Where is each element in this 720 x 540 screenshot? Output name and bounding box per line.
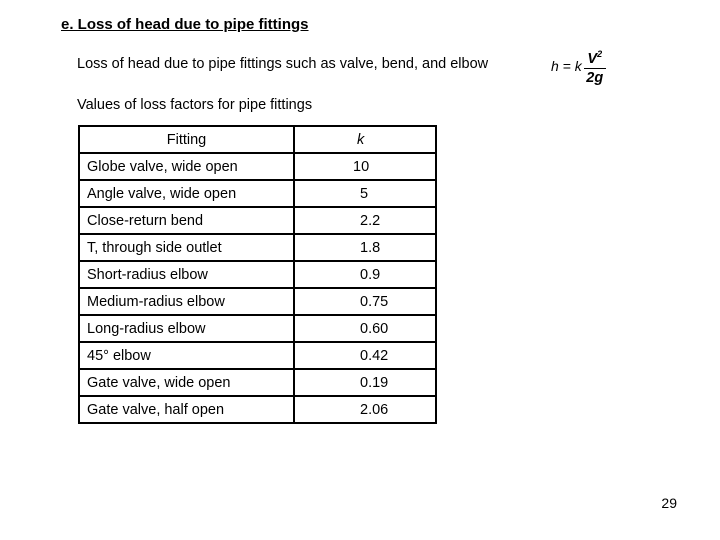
table-caption: Values of loss factors for pipe fittings <box>77 97 313 113</box>
fitting-name: Close-return bend <box>79 207 294 234</box>
loss-factor: 10 <box>294 153 436 180</box>
fitting-name: Angle valve, wide open <box>79 180 294 207</box>
fitting-name: Short-radius elbow <box>79 261 294 288</box>
loss-factor: 0.9 <box>294 261 436 288</box>
table-row <box>79 315 436 342</box>
table-row <box>79 180 436 207</box>
formula-numerator: $V^2$ <box>587 49 603 67</box>
table-row <box>79 207 436 234</box>
loss-factor: 0.42 <box>294 342 436 369</box>
loss-factor-table <box>78 125 437 424</box>
fitting-name: T, through side outlet <box>79 234 294 261</box>
formula-fraction <box>584 46 606 86</box>
header-fitting: Fitting <box>79 126 294 153</box>
section-heading: e. Loss of head due to pipe fittings <box>61 16 309 33</box>
table-row <box>79 153 436 180</box>
fitting-name: Gate valve, wide open <box>79 369 294 396</box>
loss-factor: 0.75 <box>294 288 436 315</box>
fitting-name: Gate valve, half open <box>79 396 294 423</box>
table-body <box>79 153 436 423</box>
formula-denominator: 2g <box>586 69 604 86</box>
table-row <box>79 369 436 396</box>
fitting-name: Medium-radius elbow <box>79 288 294 315</box>
loss-factor: 1.8 <box>294 234 436 261</box>
formula-lhs: h = k <box>551 58 582 74</box>
fitting-name: Long-radius elbow <box>79 315 294 342</box>
loss-factor: 0.19 <box>294 369 436 396</box>
head-loss-formula <box>551 44 606 88</box>
page-number: 29 <box>661 495 677 511</box>
table-row <box>79 234 436 261</box>
table-row <box>79 261 436 288</box>
fitting-name: Globe valve, wide open <box>79 153 294 180</box>
fitting-name: 45° elbow <box>79 342 294 369</box>
header-k: k <box>294 126 436 153</box>
loss-factor: 0.60 <box>294 315 436 342</box>
table-header-row <box>79 126 436 153</box>
table-row <box>79 396 436 423</box>
fraction-bar <box>584 68 606 69</box>
loss-factor: 2.06 <box>294 396 436 423</box>
loss-factor: 5 <box>294 180 436 207</box>
loss-factor: 2.2 <box>294 207 436 234</box>
intro-text: Loss of head due to pipe fittings such as valve, bend, and elbow <box>77 56 489 72</box>
table-row <box>79 342 436 369</box>
table-row <box>79 288 436 315</box>
